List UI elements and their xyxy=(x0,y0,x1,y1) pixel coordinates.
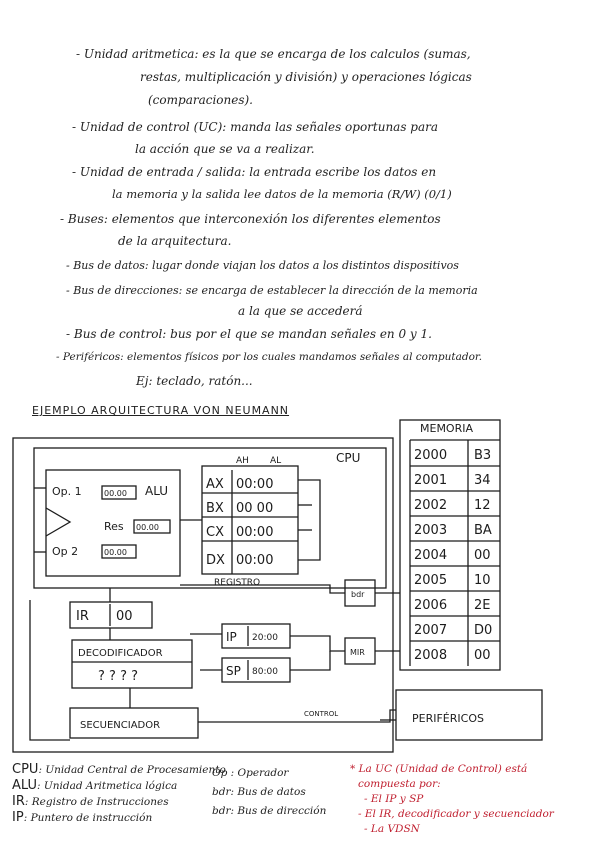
op2-value: 00.00 xyxy=(104,548,127,557)
legend-key: CPU xyxy=(12,762,39,777)
legend-left xyxy=(12,762,226,826)
note-line: (comparaciones). xyxy=(148,93,253,107)
note-line: - Periféricos: elementos físicos por los cuales mandamos señales al computador. xyxy=(56,351,483,363)
legend-key: ALU xyxy=(12,778,38,793)
mir-label: MIR xyxy=(350,648,365,657)
note-line: - Bus de control: bus por el que se mandan señales en 0 y 1. xyxy=(66,327,432,341)
legend-text: : Puntero de instrucción xyxy=(23,812,153,824)
register-name: CX xyxy=(206,525,224,540)
memory-address: 2002 xyxy=(414,498,448,513)
legend-row xyxy=(12,778,226,794)
note-line: - Buses: elementos que interconexión los diferentes elementos xyxy=(60,212,441,226)
memory-value: B3 xyxy=(474,448,492,463)
bdr-label: bdr xyxy=(351,590,365,599)
register-value: 00:00 xyxy=(236,553,274,568)
legend-row: bdr: Bus de dirección xyxy=(212,805,327,817)
register-value: 00:00 xyxy=(236,477,274,492)
memory-address: 2001 xyxy=(414,473,448,488)
memory-value: 00 xyxy=(474,648,491,663)
legend-row: - La VDSN xyxy=(364,823,420,835)
res-value: 00.00 xyxy=(136,523,159,532)
register-name: BX xyxy=(206,501,224,516)
memory-address: 2004 xyxy=(414,548,448,563)
note-line: la memoria y la salida lee datos de la memoria (R/W) (0/1) xyxy=(112,187,452,201)
legend-text: : Registro de Instrucciones xyxy=(24,796,169,808)
op1-label: Op. 1 xyxy=(52,485,82,498)
legend-key: IP xyxy=(12,810,24,825)
note-line: Ej: teclado, ratón... xyxy=(136,374,253,388)
register-value: 00:00 xyxy=(236,525,274,540)
note-line: - Bus de direcciones: se encarga de establecer la dirección de la memoria xyxy=(66,284,478,297)
diagram-title: EJEMPLO ARQUITECTURA VON NEUMANN xyxy=(32,404,290,417)
legend-middle xyxy=(212,764,326,821)
legend-row xyxy=(12,810,226,826)
register-label: REGISTRO xyxy=(214,578,261,588)
register-name: DX xyxy=(206,553,225,568)
legend-row: * La UC (Unidad de Control) está xyxy=(350,763,528,775)
sp-label: SP xyxy=(226,664,241,678)
memory-address: 2008 xyxy=(414,648,448,663)
ip-label: IP xyxy=(226,630,237,644)
legend-row xyxy=(12,794,226,810)
legend-right xyxy=(350,762,554,837)
legend-row: - El IR, decodificador y secuenciador xyxy=(358,808,554,820)
legend-row xyxy=(12,762,226,778)
memory-value: 10 xyxy=(474,573,491,588)
note-line: - Unidad de entrada / salida: la entrada escribe los datos en xyxy=(72,165,437,179)
register-header-ah: AH xyxy=(236,456,249,466)
sp-value: 80:00 xyxy=(252,667,278,677)
legend-row: - El IP y SP xyxy=(364,793,424,805)
legend-text: : Unidad Aritmetica lógica xyxy=(37,780,178,792)
res-label: Res xyxy=(104,520,124,533)
note-line: a la que se accederá xyxy=(238,304,363,318)
memory-value: BA xyxy=(474,523,492,538)
ip-value: 20:00 xyxy=(252,633,278,643)
memory-address: 2003 xyxy=(414,523,448,538)
note-line: restas, multiplicación y división) y operaciones lógicas xyxy=(140,70,472,84)
alu-label: ALU xyxy=(145,484,169,498)
op2-label: Op 2 xyxy=(52,545,79,558)
control-label: CONTROL xyxy=(304,710,339,718)
legend-key: IR xyxy=(12,794,25,809)
register-header-al: AL xyxy=(270,456,282,466)
memory-label: MEMORIA xyxy=(420,422,474,435)
memory-address: 2007 xyxy=(414,623,448,638)
legend-row: Op : Operador xyxy=(212,767,289,779)
peripherals-label: PERIFÉRICOS xyxy=(412,712,484,725)
register-name: AX xyxy=(206,477,224,492)
memory-address: 2006 xyxy=(414,598,448,613)
ir-label: IR xyxy=(76,609,89,624)
note-line: - Bus de datos: lugar donde viajan los datos a los distintos dispositivos xyxy=(66,259,459,272)
note-line: de la arquitectura. xyxy=(118,234,232,248)
note-line: - Unidad de control (UC): manda las señales oportunas para xyxy=(72,120,439,134)
memory-address: 2000 xyxy=(414,448,448,463)
op1-value: 00.00 xyxy=(104,489,127,498)
legend-row: compuesta por: xyxy=(358,778,441,790)
decoder-value: ? ? ? ? xyxy=(98,669,138,684)
memory-value: 12 xyxy=(474,498,491,513)
register-value: 00 00 xyxy=(236,501,274,516)
legend-row: bdr: Bus de datos xyxy=(212,786,306,798)
memory-value: 2E xyxy=(474,598,491,613)
note-line: - Unidad aritmetica: es la que se encarga de los calculos (sumas, xyxy=(76,47,471,61)
cpu-label: CPU xyxy=(336,451,361,465)
memory-value: 34 xyxy=(474,473,491,488)
sequencer-label: SECUENCIADOR xyxy=(80,720,161,731)
note-line: la acción que se va a realizar. xyxy=(135,142,315,156)
memory-value: 00 xyxy=(474,548,491,563)
ir-value: 00 xyxy=(116,609,133,624)
decoder-label: DECODIFICADOR xyxy=(78,648,163,659)
legend-text: : Unidad Central de Procesamiento xyxy=(38,764,226,776)
memory-address: 2005 xyxy=(414,573,448,588)
memory-value: D0 xyxy=(474,623,493,638)
